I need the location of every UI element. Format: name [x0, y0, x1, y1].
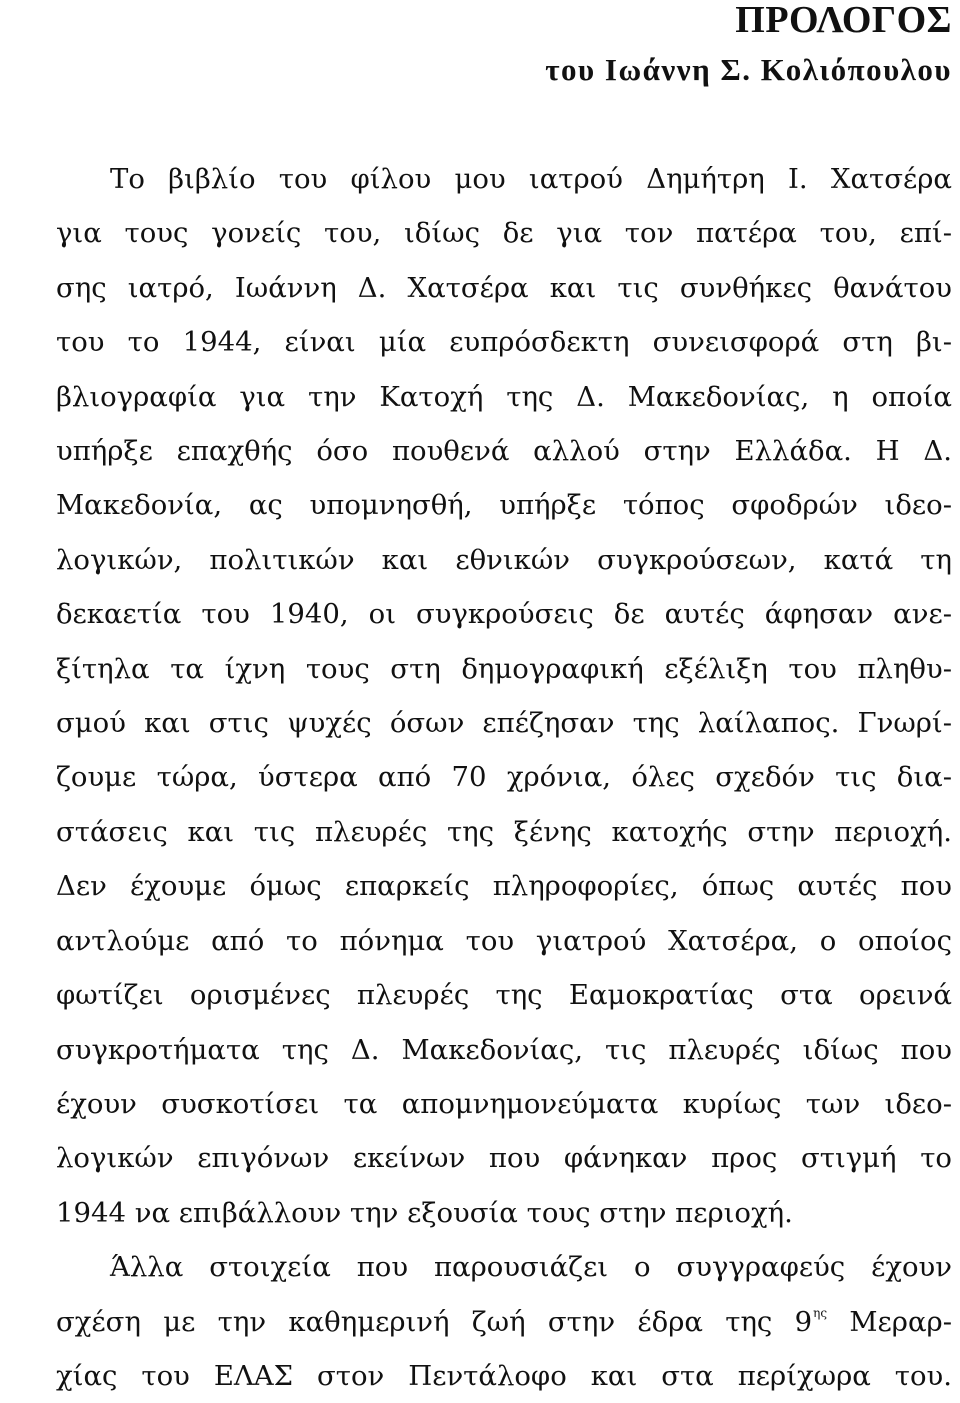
- text-fragment: Μεραρ-: [827, 1305, 952, 1338]
- text-line: στάσεις και τις πλευρές της ξένης κατοχής στην περιοχή.: [56, 815, 952, 848]
- paragraph-2: [56, 1240, 952, 1403]
- text-line: λογικών επιγόνων εκείνων που φάνηκαν προς στιγμή το: [56, 1142, 952, 1175]
- text-line: σης ιατρό, Ιωάννη Δ. Χατσέρα και τις συνθήκες θανάτου: [56, 271, 952, 304]
- text-line: ξίτηλα τα ίχνη τους στη δημογραφική εξέλιξη του πληθυ-: [56, 652, 952, 685]
- text-line: Μακεδονία, ας υπομνησθή, υπήρξε τόπος σφοδρών ιδεο-: [56, 489, 952, 522]
- page-header: [545, 0, 952, 88]
- body-text: [56, 152, 952, 1403]
- ordinal-superscript: ης: [813, 1305, 828, 1320]
- text-line: βλιογραφία για την Κατοχή της Δ. Μακεδονίας, η οποία: [56, 380, 952, 413]
- text-line: για τους γονείς του, ιδίως δε για τον πατέρα του, επί-: [56, 217, 952, 250]
- text-line: υπήρξε επαχθής όσο πουθενά αλλού στην Ελλάδα. Η Δ.: [56, 435, 952, 468]
- text-line: δεκαετία του 1940, οι συγκρούσεις δε αυτές άφησαν ανε-: [56, 598, 952, 631]
- text-line: Το βιβλίο του φίλου μου ιατρού Δημήτρη Ι. Χατσέρα: [110, 163, 952, 195]
- text-line: του το 1944, είναι μία ευπρόσδεκτη συνεισφορά στη βι-: [56, 326, 952, 359]
- text-line: λογικών, πολιτικών και εθνικών συγκρούσεων, κατά τη: [56, 543, 952, 576]
- page-title: ΠΡΟΛΟΓΟΣ: [735, 0, 952, 41]
- text-fragment: σχέση με την καθημερινή ζωή στην έδρα της 9: [56, 1305, 813, 1338]
- text-line: έχουν συσκοτίσει τα απομνημονεύματα κυρίως των ιδεο-: [56, 1087, 952, 1120]
- text-line: φωτίζει ορισμένες πλευρές της Εαμοκρατίας στα ορεινά: [56, 979, 952, 1012]
- text-line: Άλλα στοιχεία που παρουσιάζει ο συγγραφεύς έχουν: [110, 1251, 952, 1284]
- text-line: συγκροτήματα της Δ. Μακεδονίας, τις πλευρές ιδίως που: [56, 1033, 952, 1066]
- text-line: 1944 να επιβάλλουν την εξουσία τους στην περιοχή.: [56, 1196, 793, 1229]
- paragraph-1: [56, 152, 952, 1240]
- text-line: σμού και στις ψυχές όσων επέζησαν της λαίλαπος. Γνωρί-: [56, 707, 952, 740]
- text-line: Δεν έχουμε όμως επαρκείς πληροφορίες, όπως αυτές που: [56, 870, 952, 903]
- text-line: ζουμε τώρα, ύστερα από 70 χρόνια, όλες σχεδόν τις δια-: [56, 761, 952, 794]
- page-author-subtitle: του Ιωάννη Σ. Κολιόπουλου: [545, 52, 952, 87]
- text-line: αντλούμε από το πόνημα του γιατρού Χατσέρα, ο οποίος: [56, 924, 952, 957]
- text-line: χίας του ΕΛΑΣ στον Πεντάλοφο και στα περίχωρα του.: [56, 1359, 952, 1392]
- text-line-with-ordinal: [56, 1295, 952, 1349]
